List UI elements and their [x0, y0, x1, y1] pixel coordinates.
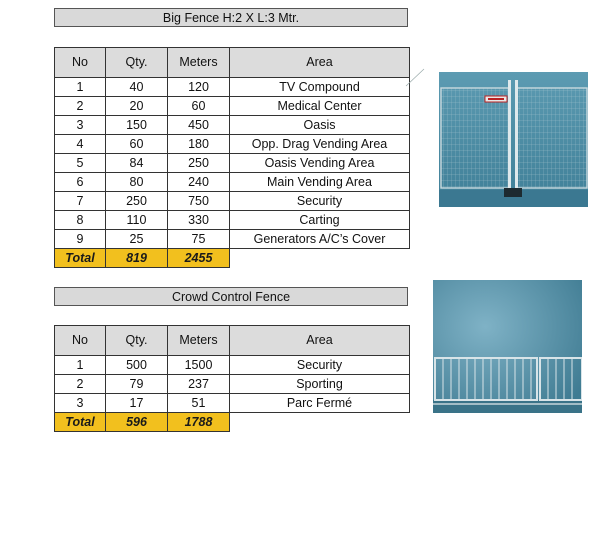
cell-meters: 75 — [168, 230, 230, 249]
crowd-control-barrier-photo — [433, 280, 582, 413]
table-row — [55, 78, 410, 97]
cell-meters: 330 — [168, 211, 230, 230]
header-area: Area — [230, 48, 410, 78]
cell-qty: 500 — [106, 356, 168, 375]
header-qty: Qty. — [106, 48, 168, 78]
cell-no: 4 — [55, 135, 106, 154]
cell-no: 3 — [55, 394, 106, 413]
cell-no: 1 — [55, 356, 106, 375]
total-row — [55, 413, 410, 432]
cell-qty: 84 — [106, 154, 168, 173]
cell-meters: 120 — [168, 78, 230, 97]
cell-area: Oasis — [230, 116, 410, 135]
cell-qty: 60 — [106, 135, 168, 154]
total-blank — [230, 249, 410, 268]
cell-no: 9 — [55, 230, 106, 249]
cell-no: 3 — [55, 116, 106, 135]
total-qty: 819 — [106, 249, 168, 268]
cell-no: 5 — [55, 154, 106, 173]
total-label: Total — [55, 249, 106, 268]
cell-no: 7 — [55, 192, 106, 211]
total-meters: 2455 — [168, 249, 230, 268]
header-area: Area — [230, 326, 410, 356]
table-row — [55, 375, 410, 394]
cell-qty: 20 — [106, 97, 168, 116]
total-row — [55, 249, 410, 268]
table-header-row — [55, 48, 410, 78]
total-label: Total — [55, 413, 106, 432]
cell-qty: 80 — [106, 173, 168, 192]
cell-meters: 750 — [168, 192, 230, 211]
table-row — [55, 356, 410, 375]
header-meters: Meters — [168, 48, 230, 78]
table-row — [55, 211, 410, 230]
cell-meters: 51 — [168, 394, 230, 413]
cell-area: Carting — [230, 211, 410, 230]
cell-meters: 1500 — [168, 356, 230, 375]
cell-qty: 79 — [106, 375, 168, 394]
cell-qty: 17 — [106, 394, 168, 413]
total-meters: 1788 — [168, 413, 230, 432]
header-no: No — [55, 326, 106, 356]
big-fence-table — [54, 47, 410, 268]
cell-no: 2 — [55, 375, 106, 394]
table-row — [55, 192, 410, 211]
cell-qty: 250 — [106, 192, 168, 211]
cell-meters: 237 — [168, 375, 230, 394]
cell-qty: 150 — [106, 116, 168, 135]
cell-no: 1 — [55, 78, 106, 97]
cell-area: Opp. Drag Vending Area — [230, 135, 410, 154]
cell-area: Generators A/C’s Cover — [230, 230, 410, 249]
cell-area: TV Compound — [230, 78, 410, 97]
cell-meters: 250 — [168, 154, 230, 173]
big-fence-title: Big Fence H:2 X L:3 Mtr. — [54, 8, 408, 27]
table-row — [55, 97, 410, 116]
table-row — [55, 135, 410, 154]
cell-no: 8 — [55, 211, 106, 230]
cell-qty: 25 — [106, 230, 168, 249]
cell-meters: 180 — [168, 135, 230, 154]
cell-no: 2 — [55, 97, 106, 116]
table-row — [55, 116, 410, 135]
table-row — [55, 154, 410, 173]
cell-area: Parc Fermé — [230, 394, 410, 413]
cell-meters: 450 — [168, 116, 230, 135]
cell-meters: 60 — [168, 97, 230, 116]
total-blank — [230, 413, 410, 432]
crowd-fence-table — [54, 325, 410, 432]
total-qty: 596 — [106, 413, 168, 432]
cell-area: Security — [230, 356, 410, 375]
cell-qty: 110 — [106, 211, 168, 230]
cell-area: Security — [230, 192, 410, 211]
header-meters: Meters — [168, 326, 230, 356]
cell-area: Sporting — [230, 375, 410, 394]
big-fence-photo — [439, 72, 588, 207]
cell-meters: 240 — [168, 173, 230, 192]
cell-area: Oasis Vending Area — [230, 154, 410, 173]
table-row — [55, 230, 410, 249]
header-no: No — [55, 48, 106, 78]
crowd-fence-title: Crowd Control Fence — [54, 287, 408, 306]
table-row — [55, 173, 410, 192]
scan-mark — [404, 66, 426, 88]
cell-area: Medical Center — [230, 97, 410, 116]
table-row — [55, 394, 410, 413]
cell-area: Main Vending Area — [230, 173, 410, 192]
header-qty: Qty. — [106, 326, 168, 356]
cell-qty: 40 — [106, 78, 168, 97]
table-header-row — [55, 326, 410, 356]
cell-no: 6 — [55, 173, 106, 192]
